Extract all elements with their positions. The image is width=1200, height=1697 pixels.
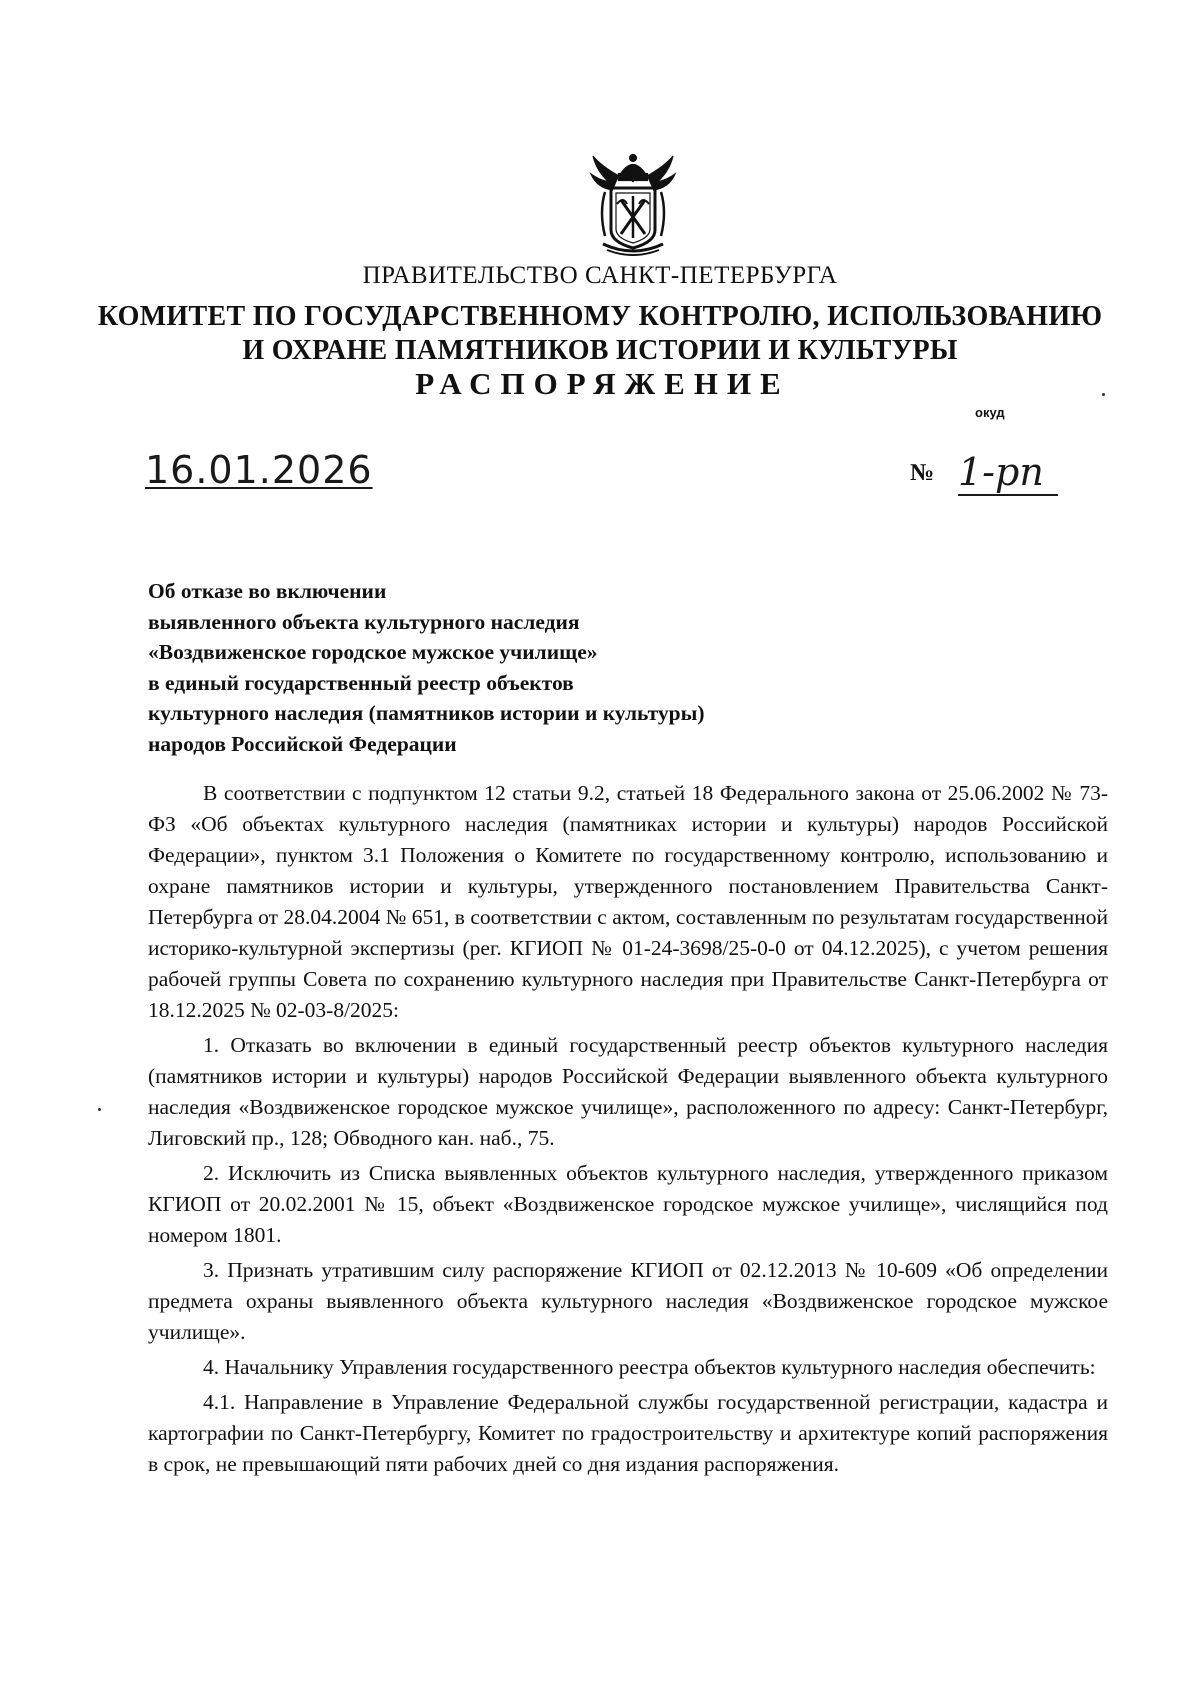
body-item-4-1: 4.1. Направление в Управление Федеральной службы государственной регистрации, кадастра и картографии по Санкт-Петербургу, Комитет по градостроительству и архитектуре копий распоряжения в срок, не превышающий пяти рабочих дней со дня издания распоряжения. — [148, 1390, 1108, 1476]
document-type: РАСПОРЯЖЕНИЕ — [415, 366, 790, 401]
document-date: 16.01.2026 — [145, 448, 373, 492]
subject-line: Об отказе во включении — [148, 579, 387, 603]
okud-label: окуд — [975, 405, 1005, 420]
body-item-2: 2. Исключить из Списка выявленных объектов культурного наследия, утвержденного приказом КГИОП от 20.02.2001 № 15, объект «Воздвиженское городское мужское училище», числящийся под номером 1801. — [148, 1161, 1108, 1247]
body-item-1: 1. Отказать во включении в единый государственный реестр объектов культурного наследия (памятников истории и культуры) народов Российской Федерации выявленного объекта культурного наследия «Воздвиженское городское мужское училище», расположенного по адресу: Санкт-Петербург, Лиговский пр., 128; Обводного кан. наб., 75. — [148, 1033, 1108, 1150]
subject-line: «Воздвиженское городское мужское училище» — [148, 640, 598, 664]
number-value: 1-рп — [958, 450, 1044, 494]
body-item-4: 4. Начальнику Управления государственного реестра объектов культурного наследия обеспечить: — [203, 1355, 1096, 1379]
subject-line: культурного наследия (памятников истории и культуры) — [148, 701, 705, 725]
coat-of-arms-icon — [583, 152, 683, 260]
subject-line: в единый государственный реестр объектов — [148, 670, 574, 695]
government-title: ПРАВИТЕЛЬСТВО САНКТ-ПЕТЕРБУРГА — [362, 262, 838, 289]
number-sign: № — [910, 460, 935, 486]
scan-speck — [98, 1108, 101, 1111]
scan-speck — [1102, 393, 1105, 396]
body-item-3: 3. Признать утратившим силу распоряжение КГИОП от 02.12.2013 № 10-609 «Об определении предмета охраны выявленного объекта культурного наследия «Воздвиженское городское мужское училище». — [148, 1258, 1108, 1344]
number-underline — [958, 494, 1058, 496]
document-body — [148, 778, 1108, 1484]
document-subject — [148, 576, 948, 759]
subject-line: народов Российской Федерации — [148, 731, 457, 756]
body-preamble: В соответствии с подпунктом 12 статьи 9.2, статьей 18 Федерального закона от 25.06.2002 № 73-ФЗ «Об объектах культурного наследия (памятниках истории и культуры) народов Российской Федерации», пунктом 3.1 Положения о Комитете по государственному контролю, использованию и охране памятников истории и культуры, утвержденного постановлением Правительства Санкт-Петербурга от 28.04.2004 № 651, в соответствии с актом, составленным по результатам государственной историко-культурной экспертизы (рег. КГИОП № 01-24-3698/25-0-0 от 04.12.2025), с учетом решения рабочей группы Совета по сохранению культурного наследия при Правительстве Санкт-Петербурга от 18.12.2025 № 02-03-8/2025: — [148, 781, 1108, 1022]
committee-title-line2: И ОХРАНЕ ПАМЯТНИКОВ ИСТОРИИ И КУЛЬТУРЫ — [242, 335, 958, 366]
committee-title-line1: КОМИТЕТ ПО ГОСУДАРСТВЕННОМУ КОНТРОЛЮ, ИСПОЛЬЗОВАНИЮ — [97, 301, 1103, 332]
committee-title — [0, 300, 1200, 368]
document-number — [910, 452, 1060, 500]
subject-line: выявленного объекта культурного наследия — [148, 609, 580, 634]
